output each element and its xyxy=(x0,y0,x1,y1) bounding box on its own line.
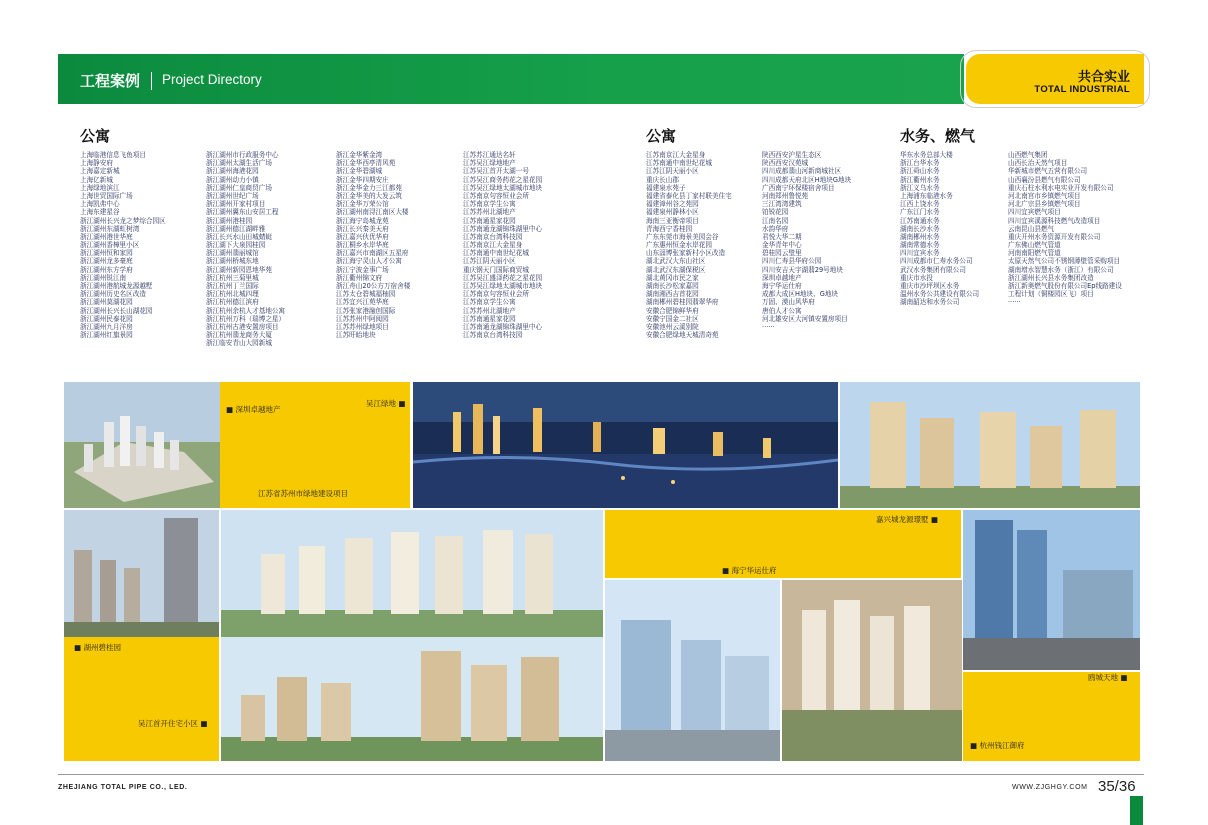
list-item: 江苏吴江绿地地产 xyxy=(463,159,516,168)
list-item: 浙江湖州民泰花园 xyxy=(80,314,133,323)
list-item: 江苏南京台湾科技园 xyxy=(463,232,523,241)
list-item: 湖南长沙水务 xyxy=(900,224,940,233)
list-item: 四川成都天府北区H地块G地块 xyxy=(762,175,852,184)
list-item: 江苏南京句容恒业会所 xyxy=(463,290,529,299)
caption-haining: ■ 海宁华运仕府 xyxy=(722,566,777,575)
list-item: 浙江金华西亭清风苑 xyxy=(336,159,396,168)
list-item: 华新城市燃气五营有限公司 xyxy=(1008,167,1088,176)
list-item: 浙江嘉兴市南湖区五星府 xyxy=(336,249,409,258)
list-item: 江苏南通龙湖锦珠湖里中心 xyxy=(463,224,543,233)
list-item: 四川安吉天宇湖翡29号地块 xyxy=(762,265,843,274)
list-item: 湖南郴州碧桂园翡翠华府 xyxy=(646,298,719,307)
caption-wujiang-greenland: 吴江绿地 ■ xyxy=(366,399,406,408)
section-heading-water-gas: 水务、燃气 xyxy=(900,127,976,145)
list-item: 浙江湖州长兴长山湖花园 xyxy=(80,306,153,315)
list-item: 浙江湖州德江湖畔雅 xyxy=(206,224,266,233)
list-item: ······ xyxy=(762,322,775,331)
list-item: 浙江杭州德江滨府 xyxy=(206,298,259,307)
list-item: 浙江湖州翼东山安居工程 xyxy=(206,208,279,217)
list-item: 山西襄汾县燃气有限公司 xyxy=(1008,175,1081,184)
project-list-col3 xyxy=(336,151,410,339)
list-item: ······ xyxy=(1008,298,1021,307)
list-item: 湖北武汉东湖保税区 xyxy=(646,265,706,274)
list-item: 广东佛山燃气管道 xyxy=(1008,241,1061,250)
list-item: 湖南常德水务 xyxy=(900,241,940,250)
list-item: 温州水务公共建设有限公司 xyxy=(900,290,980,299)
caption-shenzhen: ■ 深圳卓越地产 xyxy=(226,405,281,414)
caption-huzhou-biguiyuan: ■ 湖州碧桂园 xyxy=(74,643,121,652)
caption-panel-3 xyxy=(64,637,219,761)
list-item: 江西上饶水务 xyxy=(900,200,940,209)
list-item: 浙江临安青山大园新城 xyxy=(206,339,272,348)
list-item: 浙江金华四期安庄 xyxy=(336,175,389,184)
list-item: 三江湾湾建筑 xyxy=(762,200,802,209)
brand-name-cn: 共合实业 xyxy=(1077,70,1130,85)
list-item: 唐伯人才公寓 xyxy=(762,306,802,315)
list-item: 浙江衢州锦文府 xyxy=(336,273,383,282)
photo-sales-model xyxy=(782,580,962,761)
list-item: 江南名园 xyxy=(762,216,789,225)
list-item: 万固、漠山风华府 xyxy=(762,298,815,307)
list-item: 重庆钢天门国际商贸城 xyxy=(463,265,529,274)
list-item: 江苏南通中南世纪花城 xyxy=(463,249,529,258)
list-item: 浙江杭州翡龙商务大厦 xyxy=(206,331,272,340)
page-title: 工程案例 xyxy=(80,72,141,90)
list-item: 江苏南京江大金星身 xyxy=(646,151,706,159)
list-item: 浙江湖州香樟里小区 xyxy=(80,241,140,250)
list-item: 青海西宁香桂园 xyxy=(646,224,693,233)
list-item: 浙江舟山20公方万宿舍楼 xyxy=(336,282,411,290)
list-item: 江苏南京学生公寓 xyxy=(463,298,516,307)
list-item: 江苏江阴天丽小区 xyxy=(646,167,699,176)
list-item: 江苏吴江盛泽药花之星花园 xyxy=(463,273,543,282)
list-item: 浙江海宁岛城龙苑 xyxy=(336,216,389,225)
footer-website: WWW.ZJGHGY.COM xyxy=(1012,784,1088,791)
project-list-col1 xyxy=(80,151,166,339)
section-heading-apartments: 公寓 xyxy=(80,127,111,145)
list-item: 浙江湖州东湖虹树湾 xyxy=(80,224,140,233)
list-item: 浙江湖州开家村项目 xyxy=(206,200,266,209)
list-item: 江苏南通星家花园 xyxy=(463,216,516,225)
project-list-col2 xyxy=(206,151,285,348)
project-list-col4 xyxy=(463,151,542,339)
list-item: 湖北黄冈市民之家 xyxy=(646,273,699,282)
list-item: 江苏南京台湾科技园 xyxy=(463,331,523,340)
list-item: 太原天然气公司不锈钢薄壁管采购项目 xyxy=(1008,257,1121,266)
brand-name-en: TOTAL INDUSTRIAL xyxy=(1034,84,1130,95)
list-item: 安徽池州云溪别院 xyxy=(646,322,699,331)
list-item: 江苏苏江通达名轩 xyxy=(463,151,516,159)
list-item: 广东惠州恒金水岸花园 xyxy=(646,241,712,250)
list-item: 浙江湖州海港花园 xyxy=(206,167,259,176)
list-item: 碧桂园云璧里 xyxy=(762,249,802,258)
list-item: 浙江舜山水务 xyxy=(900,167,940,176)
caption-hangzhou-qianjiang: ■ 杭州钱江御府 xyxy=(970,741,1025,750)
list-item: 浙江湖州世纪广场 xyxy=(206,191,259,200)
list-item: 上海世贸国际广场 xyxy=(80,191,133,200)
list-item: 江苏吴江商务药花之星花园 xyxy=(463,175,543,184)
list-item: 浙江湖州莫湖花园 xyxy=(80,298,133,307)
photo-residential-complex xyxy=(221,637,603,761)
list-item: 铂锐花园 xyxy=(762,208,789,217)
list-item: 江苏吴江绿地太湖城市地块 xyxy=(463,282,543,290)
list-item: 福建泉水苑子 xyxy=(646,183,686,192)
list-item: 海宁华运仕府 xyxy=(762,282,802,290)
list-item: 江苏宜兴江苑华庭 xyxy=(336,298,389,307)
list-item: 江苏吴江首开太湖一号 xyxy=(463,167,529,176)
list-item: 重庆市沙坪坝区水务 xyxy=(900,282,960,290)
water-list xyxy=(900,151,979,307)
caption-oucheng: 鸥城天地 ■ xyxy=(1088,673,1128,682)
list-item: 浙江湖州东方学府 xyxy=(80,265,133,274)
list-item: 浙江湖州九月洋房 xyxy=(80,322,133,331)
list-item: 浙江湖州太湖生活广场 xyxy=(206,159,272,168)
list-item: 江苏苏州北湖地产 xyxy=(463,306,516,315)
list-item: 浙江嘉兴伙优华府 xyxy=(336,232,389,241)
list-item: 上海嘉定新城 xyxy=(80,167,120,176)
list-item: 浙江金华美的大发云筑 xyxy=(336,191,402,200)
list-item: 江苏盱眙地块 xyxy=(336,331,376,340)
page-subtitle: Project Directory xyxy=(162,72,262,87)
list-item: 重庆开州水务资源开发有限公司 xyxy=(1008,232,1101,241)
photo-residential-towers xyxy=(840,382,1140,508)
list-item: 安徽宁国金二社区 xyxy=(646,314,699,323)
list-item: 四川仁寿县华府公园 xyxy=(762,257,822,266)
list-item: 湖南韶达和水务公司 xyxy=(900,298,960,307)
photo-shenzhen-aerial xyxy=(64,382,220,508)
list-item: 江苏苏州中阿阅园 xyxy=(336,314,389,323)
list-item: 福建省泰化县丁家村联美住宅 xyxy=(646,191,732,200)
list-item: 浙江金华金力三江都苑 xyxy=(336,183,402,192)
list-item: 浙江湖州动力小镇 xyxy=(206,175,259,184)
project-list-col5 xyxy=(646,151,732,339)
list-item: 浙江杭州三菊里城 xyxy=(206,273,259,282)
list-item: 江苏南京江大金星身 xyxy=(463,241,523,250)
list-item: 浙江衢州水务 xyxy=(900,175,940,184)
list-item: 浙江金华紫金湾 xyxy=(336,151,383,159)
list-item: 水韵华府 xyxy=(762,224,789,233)
list-item: 江苏南京学生公寓 xyxy=(463,200,516,209)
list-item: 福建漳州谷之苑园 xyxy=(646,200,699,209)
photo-wujiang-highrise xyxy=(221,510,603,637)
list-item: 重庆市水投 xyxy=(900,273,933,282)
list-item: 浙江金华万荣公馆 xyxy=(336,200,389,209)
list-item: 山西长治天然气项目 xyxy=(1008,159,1068,168)
list-item: 浙江湖州红旗景园 xyxy=(80,331,133,340)
list-item: 浙江杭州丁兰国际 xyxy=(206,282,259,290)
list-item: 江苏江阴天丽小区 xyxy=(463,257,516,266)
list-item: 浙江桐乡水岸华庭 xyxy=(336,241,389,250)
list-item: 河北南宫市乡镇燃气项目 xyxy=(1008,191,1081,200)
list-item: 金华青年中心 xyxy=(762,241,802,250)
list-item: 湖南湘西吉首花园 xyxy=(646,290,699,299)
list-item: 浙江湖州桥城东地 xyxy=(206,257,259,266)
list-item: 河南郑州鲁悦苑 xyxy=(762,191,809,200)
list-item: 浙江台华水务 xyxy=(900,159,940,168)
list-item: 浙江义乌水务 xyxy=(900,183,940,192)
list-item: 江苏吴江绿地太湖城市地块 xyxy=(463,183,543,192)
list-item: 武汉水务集团有限公司 xyxy=(900,265,966,274)
list-item: 浙江湖州锐江南 xyxy=(80,273,127,282)
photo-night-city xyxy=(413,382,838,508)
list-item: 浙江新奥燃气股份有限公司Ep线路建设 xyxy=(1008,282,1122,290)
list-item: 浙江杭州万科（瑞博之星） xyxy=(206,314,286,323)
list-item: 河南南阳燃气管道 xyxy=(1008,249,1061,258)
list-item: 上海亿新城 xyxy=(80,175,113,184)
list-item: 浙江长兴秦美天府 xyxy=(336,224,389,233)
list-item: 上海东建星谷 xyxy=(80,208,120,217)
list-item: 江苏苏州绿地项目 xyxy=(336,322,389,331)
list-item: 深圳卓越地产 xyxy=(762,273,802,282)
list-item: 浙江湖州港世华庭 xyxy=(80,232,133,241)
list-item: 华东水务总部大楼 xyxy=(900,151,953,159)
list-item: 湖北武汉大东山社区 xyxy=(646,257,706,266)
list-item: 河北雄安区大河镇安置房项目 xyxy=(762,314,848,323)
list-item: 工程计划（铜楼园区飞）项目 xyxy=(1008,290,1094,299)
footer-accent xyxy=(1130,796,1143,825)
list-item: 浙江湖州仁皇商贸广场 xyxy=(206,183,272,192)
list-item: 四川成都翡山河新商城社区 xyxy=(762,167,842,176)
list-item: 浙江湖州港航城龙源越墅 xyxy=(80,282,153,290)
footer-company: ZHEJIANG TOTAL PIPE CO., LED. xyxy=(58,784,188,791)
photo-office-towers xyxy=(605,580,780,761)
photo-huzhou-towers xyxy=(64,510,219,637)
list-item: 河北广宗县乡镇燃气项目 xyxy=(1008,200,1081,209)
list-item: 广东东莞市海景美园会谷 xyxy=(646,232,719,241)
list-item: 浙江湖州恒和家园 xyxy=(80,249,133,258)
list-item: 浙江杭州北城四理 xyxy=(206,290,259,299)
section-heading-apartments-2: 公寓 xyxy=(646,127,677,145)
list-item: 江苏南通水务 xyxy=(900,216,940,225)
list-item: 浙江湖州市行政服务中心 xyxy=(206,151,279,159)
list-item: 陕西西安汉苑城 xyxy=(762,159,809,168)
list-item: 浙江湖州港桂园 xyxy=(206,216,253,225)
list-item: 湖南长沙松家嘉园 xyxy=(646,282,699,290)
project-list-col6 xyxy=(762,151,851,331)
list-item: 成都大成区H地块、G地块 xyxy=(762,290,839,299)
list-item: 浙江湖下大泉园桂园 xyxy=(206,241,266,250)
list-item: 浙江长兴水山田城蜻蜓 xyxy=(206,232,272,241)
list-item: 浙江湖州历史名区改造 xyxy=(80,290,146,299)
list-item: 四川宜宾燃气项目 xyxy=(1008,208,1061,217)
list-item: 浙江湖州南浔江南区大楼 xyxy=(336,208,409,217)
list-item: 君悦大华二期 xyxy=(762,232,802,241)
list-item: 江苏南通星家花园 xyxy=(463,314,516,323)
caption-wujiang-shoukai: 吴江首开住宅小区 ■ xyxy=(138,719,208,728)
list-item: 浙江湖州龙多豪庭 xyxy=(80,257,133,266)
list-item: 云南昆山县燃气 xyxy=(1008,224,1055,233)
list-item: 江苏南通中南世纪花城 xyxy=(646,159,712,168)
list-item: 四川成都市仁寿水务公司 xyxy=(900,257,973,266)
caption-jiaxing: 嘉兴城龙源璟墅 ■ xyxy=(876,515,938,524)
list-item: 江苏太仓碧城福柚园 xyxy=(336,290,396,299)
list-item: 浙江湖州新园恩地华苑 xyxy=(206,265,272,274)
list-item: 江苏南京句容恒业会所 xyxy=(463,191,529,200)
list-item: 浙江湖州长兴龙之梦综合园区 xyxy=(80,216,166,225)
caption-suzhou-greenland: 江苏省苏州市绿地建设项目 xyxy=(258,489,348,498)
list-item: 重庆长山郡 xyxy=(646,175,679,184)
list-item: 上海凯弗中心 xyxy=(80,200,120,209)
list-item: 浙江宁波金事广场 xyxy=(336,265,389,274)
list-item: 山东淄博张家新村小区改造 xyxy=(646,249,726,258)
photo-commercial-complex xyxy=(963,510,1140,670)
list-item: 四川宜宾溪源科技燃气改造项目 xyxy=(1008,216,1101,225)
footer-divider xyxy=(58,774,1144,775)
list-item: 上海静安府 xyxy=(80,159,113,168)
list-item: 江苏张家港融创国际 xyxy=(336,306,396,315)
list-item: 上海临港信息飞鱼项目 xyxy=(80,151,146,159)
list-item: 江苏苏州北湖地产 xyxy=(463,208,516,217)
title-divider xyxy=(151,72,152,90)
list-item: 浙江海宁灵山人才公寓 xyxy=(336,257,402,266)
list-item: 浙江杭州余杭人才基地公寓 xyxy=(206,306,286,315)
list-item: 重庆石柱水利水电实业开发有限公司 xyxy=(1008,183,1114,192)
list-item: 浙江杭州古港安置房项目 xyxy=(206,322,279,331)
list-item: 广西南宁环保楼宿舍项目 xyxy=(762,183,835,192)
list-item: 浙江湖州长兴县水务集团改造 xyxy=(1008,273,1094,282)
list-item: 江苏南通龙湖锦珠湖里中心 xyxy=(463,322,543,331)
list-item: 四川宜宾水务 xyxy=(900,249,940,258)
list-item: 安徽合肥锦鲜华府 xyxy=(646,306,699,315)
list-item: 山西燃气集团 xyxy=(1008,151,1048,159)
list-item: 陕西西安沪星生态区 xyxy=(762,151,822,159)
page-number: 35/36 xyxy=(1098,778,1136,795)
list-item: 上海浦东临港水务 xyxy=(900,191,953,200)
gas-list xyxy=(1008,151,1122,307)
list-item: 浙江湖州翡丽城馆 xyxy=(206,249,259,258)
list-item: 安徽合肥绿地天城清奇苑 xyxy=(646,331,719,340)
list-item: 海南三亚衡帝项目 xyxy=(646,216,699,225)
list-item: 湖南增水智慧水务（浙江）有限公司 xyxy=(1008,265,1114,274)
list-item: 福建泉州静林小区 xyxy=(646,208,699,217)
list-item: 湖南郴州水务 xyxy=(900,232,940,241)
list-item: 浙江金华碧湖城 xyxy=(336,167,383,176)
list-item: 广东江门水务 xyxy=(900,208,940,217)
list-item: 上海绿地滨江 xyxy=(80,183,120,192)
